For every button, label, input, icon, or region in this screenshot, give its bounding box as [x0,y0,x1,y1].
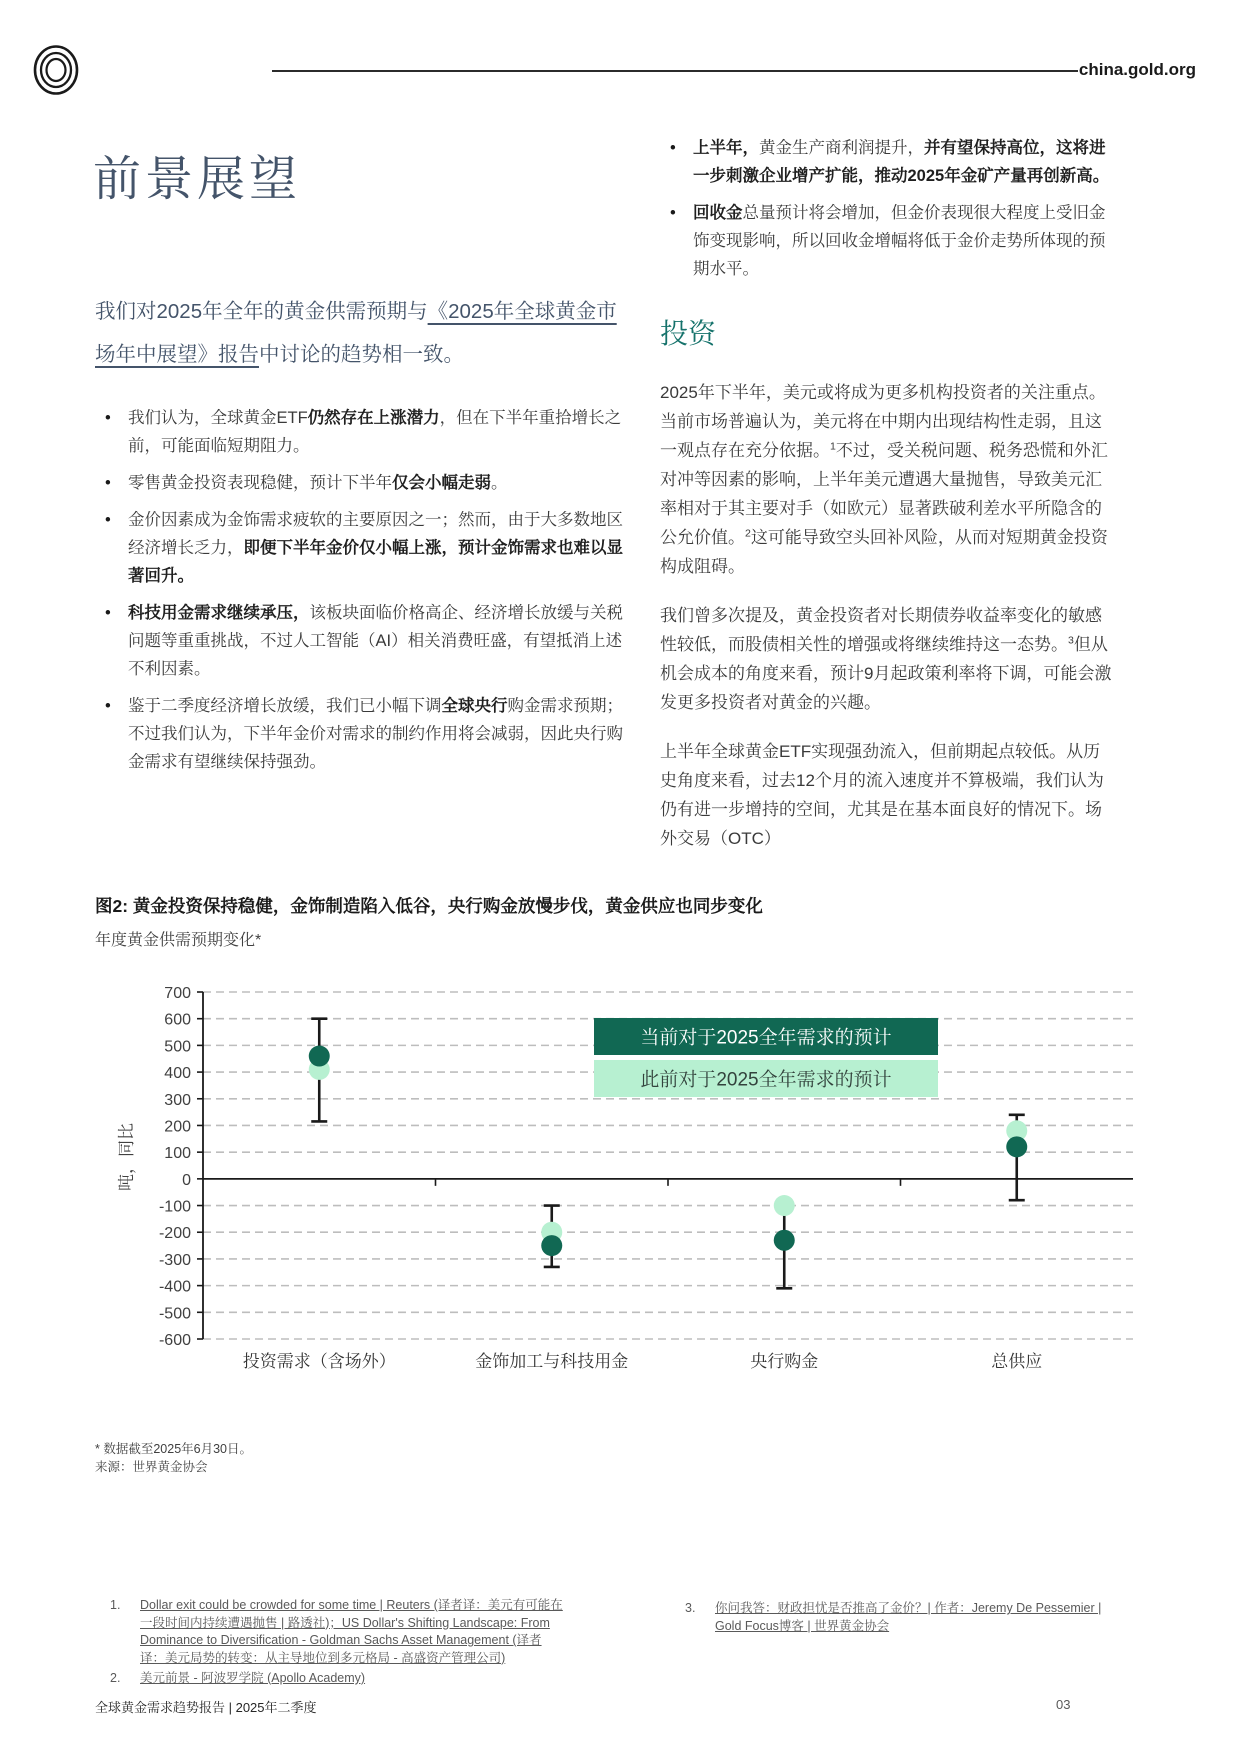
footnote-number: 3. [685,1601,696,1615]
outlook-bullets-left [95,404,625,785]
dot-current-estimate [1006,1136,1027,1157]
y-tick-label: -500 [158,1305,191,1323]
y-tick-label: 600 [164,1011,191,1029]
y-tick-label: -200 [158,1225,191,1243]
y-axis-title: 吨，同比 [117,1123,136,1191]
chart-canvas [100,972,1140,1387]
y-tick-label: 200 [164,1118,191,1136]
investment-paragraph: 2025年下半年，美元或将成为更多机构投资者的关注重点。当前市场普遍认为，美元将在中期内出现结构性走弱，且这一观点存在充分依据。$^1$不过，受关税问题、税务恐慌和外汇对冲等因素的影响，上半年美元遭遇大量抛售，导致美元汇率相对于其主要对手（如欧元）显著跌破利差水平所隐含的公允价值。$^2$这可能导致空头回补风险，从而对短期黄金投资构成阻碍。 [660,383,1108,576]
footnote-number: 2. [110,1671,121,1685]
footnote [110,1597,565,1667]
y-tick-label: 0 [182,1171,191,1189]
wgc-logo-icon [33,44,79,96]
site-url[interactable]: china.gold.org [1078,60,1196,79]
y-tick-label: -300 [158,1251,191,1269]
legend-label-previous: 此前对于2025全年需求的预计 [640,1069,892,1091]
footnote-link[interactable]: Dollar exit could be crowded for some time | Reuters (译者译：美元有可能在一段时间内持续遭遇抛售 | 路透社)；US Dollar's Shifting Landscape: From Dominance to Diversification - Goldman Sachs Asset Management (译者译：美元局势的转变：从主导地位到多元格局 - 高盛资产管理公司) [140,1598,563,1665]
chart-subtitle: 年度黄金供需预期变化* [95,932,262,949]
dot-current-estimate [774,1230,795,1251]
footnote [685,1600,1125,1635]
y-tick-label: 100 [164,1145,191,1163]
footnotes-right [685,1600,1125,1638]
x-category-label: 投资需求（含场外） [242,1352,396,1371]
footnote [110,1670,565,1688]
footnote-number: 1. [110,1598,121,1612]
chart-title: 图2: 黄金投资保持稳健，金饰制造陷入低谷，央行购金放慢步伐，黄金供应也同步变化 [95,896,763,916]
y-tick-label: 500 [164,1038,191,1056]
chart-source-note: 来源：世界黄金协会 [95,1460,208,1474]
investment-paragraph: 我们曾多次提及，黄金投资者对长期债券收益率变化的敏感性较低，而股债相关性的增强或将继续维持这一态势。$^3$但从机会成本的角度来看，预计9月起政策利率将下调，可能会激发更多投资者对黄金的兴趣。 [660,606,1112,712]
bullet-item: • 鉴于二季度经济增长放缓，我们已小幅下调全球央行购金需求预期；不过我们认为，下半年金价对需求的制约作用将会减弱，因此央行购金需求有望继续保持强劲。 [95,692,625,776]
dot-previous-estimate [774,1195,795,1216]
footer-report-title: 全球黄金需求趋势报告 | 2025年二季度 [95,1700,317,1715]
x-category-label: 金饰加工与科技用金 [475,1352,629,1371]
x-category-label: 央行购金 [750,1352,819,1371]
bullet-item: • 零售黄金投资表现稳健，预计下半年仅会小幅走弱。 [95,469,625,497]
y-tick-label: 700 [164,985,191,1002]
y-tick-label: -100 [158,1198,191,1216]
y-tick-label: -600 [158,1332,191,1349]
bullet-item: • 金价因素成为金饰需求疲软的主要原因之一；然而，由于大多数地区经济增长乏力，即便下半年金价仅小幅上涨，预计金饰需求也难以显著回升。 [95,506,625,590]
page-title: 前景展望 [93,153,302,206]
bullet-item: • 上半年，黄金生产商利润提升，并有望保持高位，这将进一步刺激企业增产扩能，推动2025年金矿产量再创新高。 [660,134,1112,190]
chart-data-cutoff-note: * 数据截至2025年6月30日。 [95,1442,253,1456]
legend-label-current: 当前对于2025全年需求的预计 [640,1027,892,1049]
bullet-item: • 我们认为，全球黄金ETF仍然存在上涨潜力，但在下半年重拾增长之前，可能面临短期阻力。 [95,404,625,460]
footnote-link[interactable]: 美元前景 - 阿波罗学院 (Apollo Academy) [140,1671,366,1685]
y-tick-label: 400 [164,1065,191,1083]
bullet-item: • 科技用金需求继续承压，该板块面临价格高企、经济增长放缓与关税问题等重重挑战，不过人工智能（AI）相关消费旺盛，有望抵消上述不利因素。 [95,599,625,683]
dot-current-estimate [309,1046,330,1067]
intro-paragraph: 我们对2025年全年的黄金供需预期与《2025年全球黄金市场年中展望》报告中讨论的趋势相一致。 [95,300,617,366]
outlook-bullets-right [660,134,1112,292]
y-tick-label: 300 [164,1091,191,1109]
investment-paragraph: 上半年全球黄金ETF实现强劲流入，但前期起点较低。从历史角度来看，过去12个月的流入速度并不算极端，我们认为仍有进一步增持的空间，尤其是在基本面良好的情况下。场外交易（OTC） [660,742,1104,848]
footer-page-number: 03 [1056,1697,1071,1712]
y-tick-label: -400 [158,1278,191,1296]
x-category-label: 总供应 [991,1352,1043,1371]
footnotes-left [110,1597,565,1691]
footnote-link[interactable]: 你问我答：财政担忧是否推高了金价？| 作者：Jeremy De Pessemier | Gold Focus博客 | 世界黄金协会 [715,1601,1102,1633]
bullet-item: • 回收金总量预计将会增加，但金价表现很大程度上受旧金饰变现影响，所以回收金增幅将低于金价走势所体现的预期水平。 [660,199,1112,283]
chart-footnotes [95,1440,495,1476]
dot-current-estimate [541,1235,562,1256]
section-heading-investment: 投资 [660,318,717,349]
investment-body [660,378,1112,873]
